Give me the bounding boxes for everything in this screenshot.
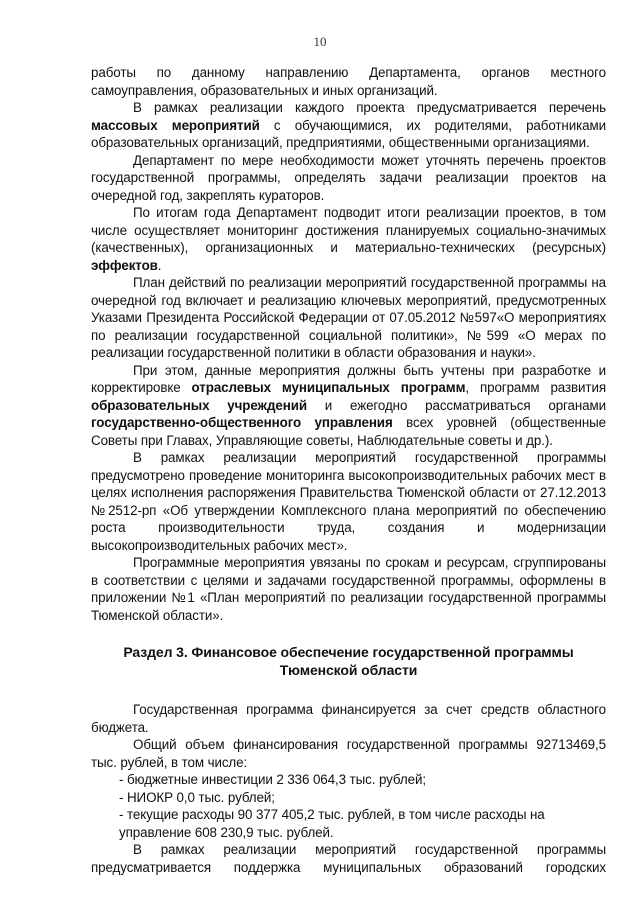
text-run: В рамках реализации мероприятий государственной программы предусмотрено проведение мониторинга высокопроизводительных рабочих мест в целях исполнения распоряжения Правительства Тюменской области от 27.12.2013 №2512-рп «Об утверждении Комплексного плана мероприятий по обеспечению роста производительности труда, создания и модернизации высокопроизводительных рабочих мест». [91, 450, 606, 553]
body-paragraph [91, 152, 606, 205]
document-body [91, 64, 606, 876]
financing-item-current-expenses: - текущие расходы 90 377 405,2 тыс. рублей, в том числе расходы на управление 608 230,9 тыс. рублей. [119, 807, 545, 840]
bold-text-run: эффектов [91, 257, 158, 273]
bold-text-run: отраслевых муниципальных программ [191, 380, 466, 395]
text-run: работы по данному направлению Департамента, органов местного самоуправления, образовательных и иных организаций. [91, 65, 606, 98]
financing-item-investments: - бюджетные инвестиции 2 336 064,3 тыс. рублей; [119, 772, 426, 787]
financing-section [91, 701, 606, 876]
body-paragraphs [91, 64, 606, 624]
body-paragraph [91, 99, 606, 152]
body-paragraph [91, 362, 606, 450]
bold-text-run: государственно-общественного управления [91, 415, 393, 430]
text-run: При этом, данные мероприятия должны быть учтены при разработке и корректировке [91, 362, 606, 395]
body-paragraph [91, 204, 606, 274]
text-run: Департамент по мере необходимости может уточнять перечень проектов государственной программы, определять задачи реализации проектов на очередной год, закреплять кураторов. [91, 152, 606, 203]
text-run: и ежегодно рассматриваться органами [306, 397, 607, 413]
financing-closing: В рамках реализации мероприятий государственной программы предусматривается поддержка муниципальных образований городских [91, 842, 606, 875]
page-number: 10 [313, 34, 327, 49]
section-heading-line-1: Раздел 3. Финансовое обеспечение государственной программы [123, 644, 574, 660]
bold-text-run: массовых мероприятий [91, 117, 260, 133]
section-heading [91, 643, 606, 679]
text-run: Программные мероприятия увязаны по срокам и ресурсам, сгруппированы в соответствии с целями и задачами государственной программы, оформлены в приложении №1 «План мероприятий по реализации государственной программы Тюменской области». [91, 555, 606, 623]
body-paragraph [91, 274, 606, 362]
body-paragraph [91, 64, 606, 99]
financing-total: Общий объем финансирования государственной программы 92713469,5 тыс. рублей, в том числе: [91, 737, 606, 770]
text-run: План действий по реализации мероприятий государственной программы на очередной год включает и реализацию ключевых мероприятий, предусмотренных Указами Президента Российской Федерации от 07.05.2012 №597«О мероприятиях по реализации государственной социальной политики», №599 «О мерах по реализации государственной политики в области образования и науки». [91, 275, 606, 360]
text-run: всех уровней (общественные Советы при Главах, Управляющие советы, Наблюдательные советы и др.). [91, 415, 607, 448]
section-heading-line-2: Тюменской области [279, 662, 418, 678]
financing-intro: Государственная программа финансируется за счет средств областного бюджета. [91, 702, 606, 735]
text-run: В рамках реализации каждого проекта предусматривается перечень [133, 100, 606, 115]
text-run: с обучающимися, их родителями, работниками образовательных организаций, предприятиями, общественными организациями. [91, 117, 606, 150]
financing-item-niokr: - НИОКР 0,0 тыс. рублей; [119, 789, 275, 805]
text-run: По итогам года Департамент подводит итоги реализации проектов, в том числе осуществляет мониторинг достижения планируемых социально-значимых (качественных), организационных и материально-технических (ресурсных) [91, 205, 606, 255]
body-paragraph [91, 449, 606, 554]
text-run: , программ развития [465, 380, 606, 395]
bold-text-run: образовательных учреждений [91, 397, 307, 413]
body-paragraph [91, 554, 606, 624]
text-run: . [157, 257, 162, 273]
